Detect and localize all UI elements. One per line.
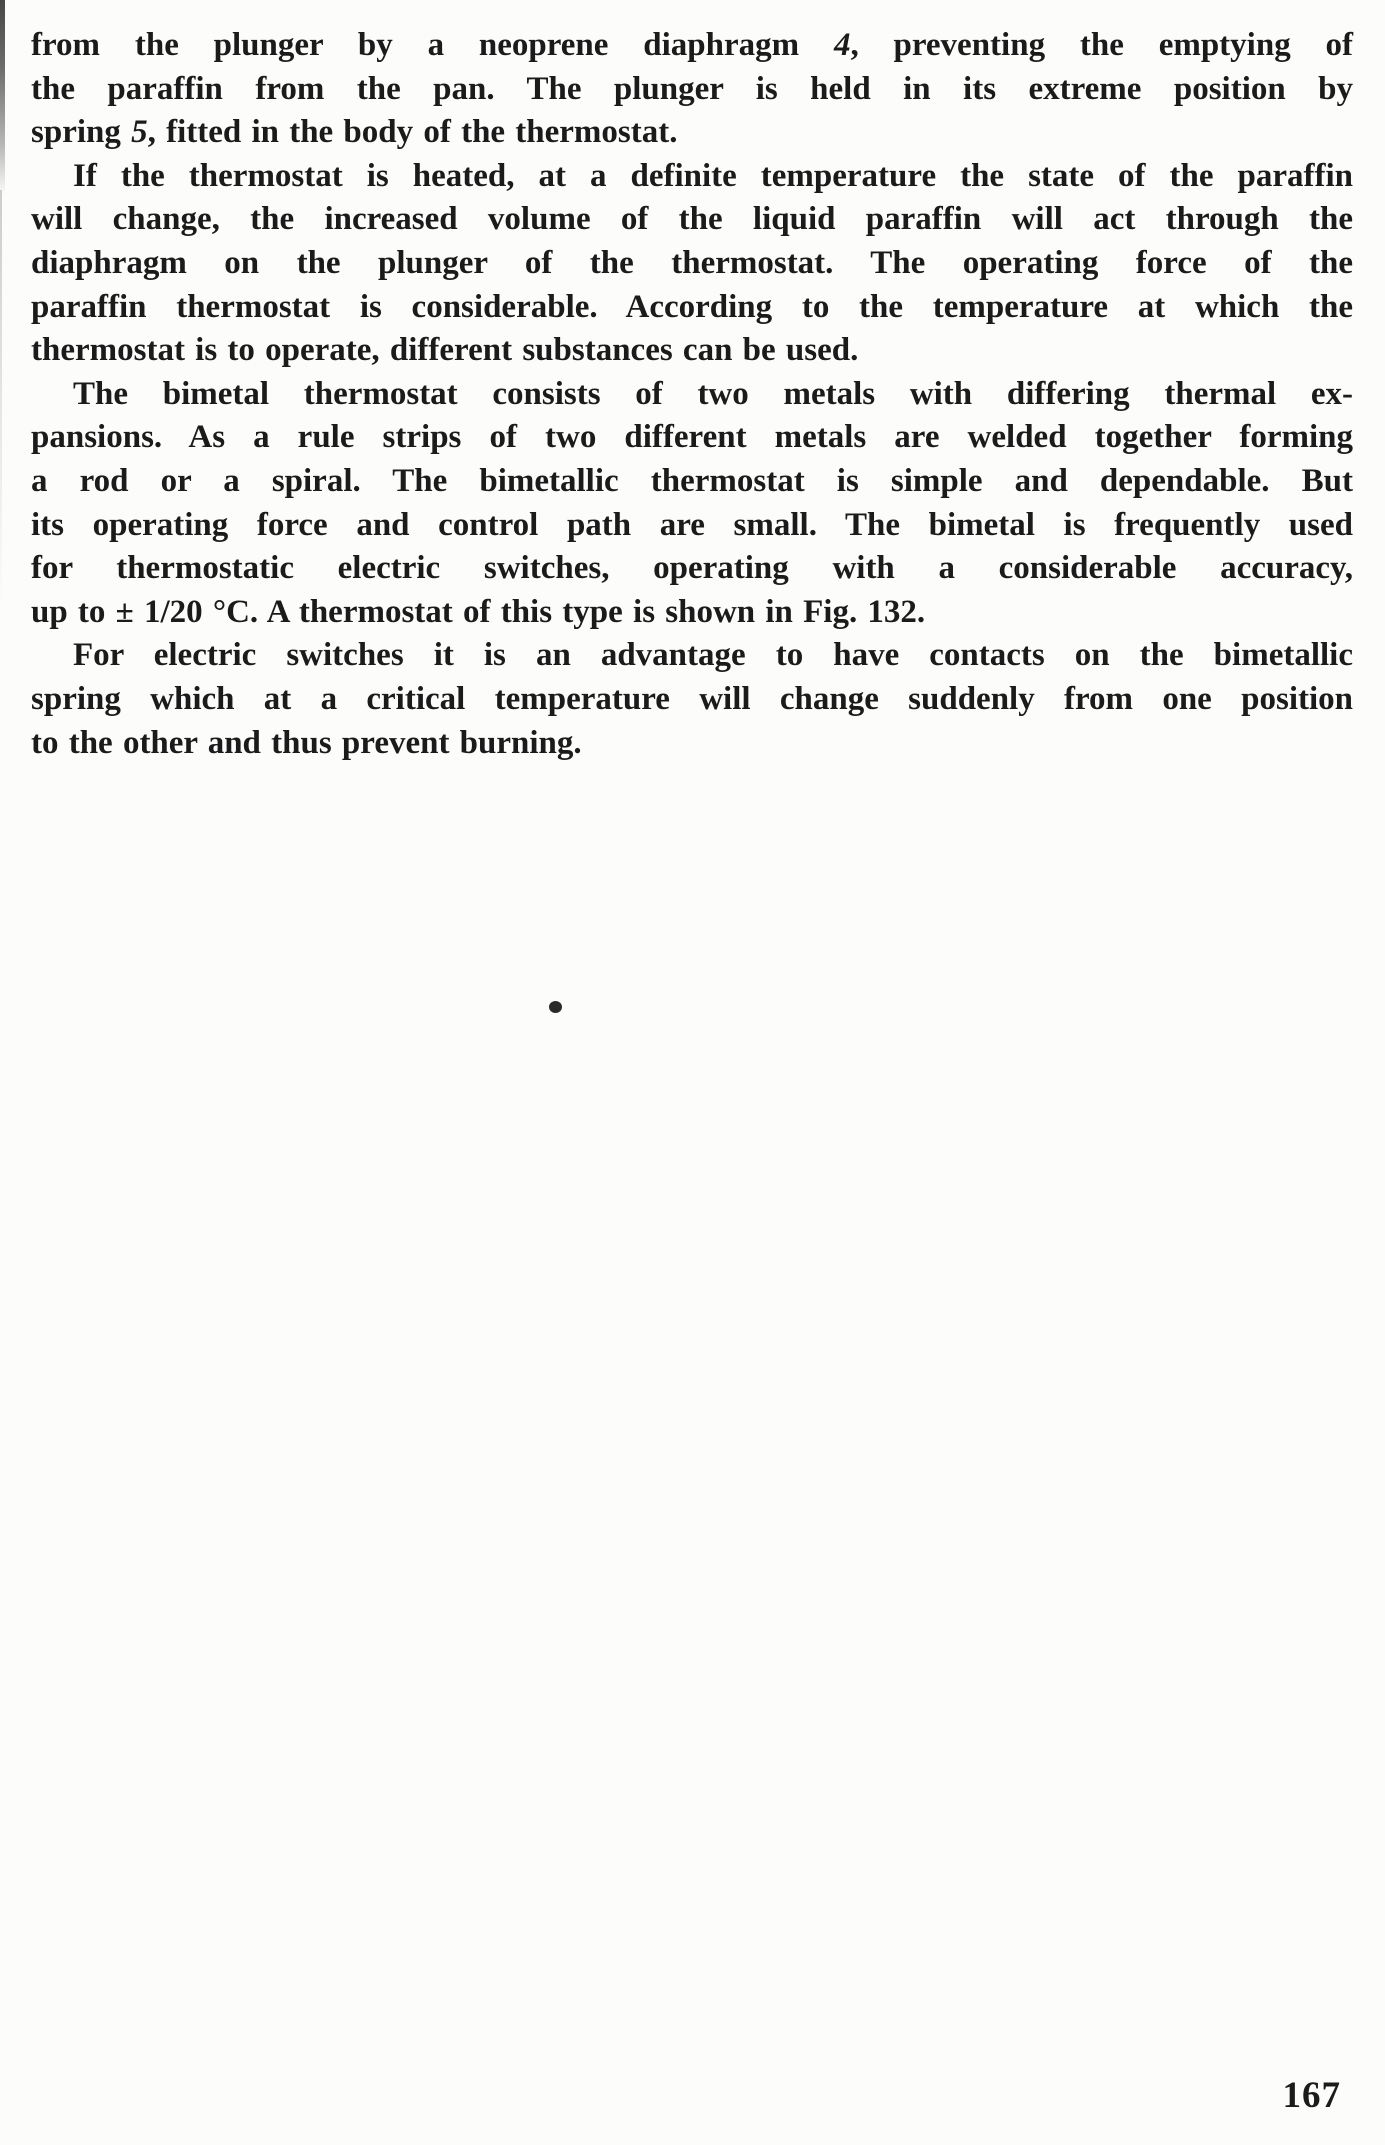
text-line (31, 286, 1353, 330)
text-segment: will change, the increased volume of the liquid paraffin will act through the (31, 201, 1353, 238)
text-segment: to the other and thus prevent burning. (31, 724, 582, 761)
text-line (31, 329, 1353, 373)
text-segment: up to ± 1/20 °C. A thermostat of this type is shown in Fig. 132. (31, 593, 926, 630)
paragraph (31, 24, 1353, 155)
italic-text-segment: 5 (131, 114, 148, 151)
text-segment: paraffin thermostat is considerable. According to the temperature at which the (31, 288, 1353, 325)
scan-edge-artifact (0, 0, 5, 195)
paragraph (31, 155, 1353, 373)
text-line (31, 460, 1353, 504)
italic-text-segment: 4 (833, 27, 851, 63)
text-segment: from the plunger by a neoprene diaphragm (31, 27, 834, 63)
text-segment: , preventing the emptying of (850, 27, 1353, 63)
text-line (31, 504, 1353, 548)
text-line (31, 68, 1353, 112)
paragraph (31, 373, 1353, 635)
text-line (31, 678, 1353, 722)
text-line (31, 416, 1353, 460)
text-segment: The bimetal thermostat consists of two metals with differing thermal ex- (73, 375, 1353, 412)
text-line (31, 722, 1353, 766)
text-segment: spring (31, 114, 132, 151)
text-line (31, 591, 1353, 635)
text-segment: its operating force and control path are small. The bimetal is frequently used (31, 506, 1353, 543)
text-segment: , fitted in the body of the thermostat. (147, 114, 678, 151)
text-block (31, 24, 1353, 765)
text-segment: the paraffin from the pan. The plunger is held in its extreme position by (31, 70, 1353, 107)
paragraph (31, 634, 1353, 765)
page-number: 167 (1282, 2075, 1341, 2116)
text-line (31, 198, 1353, 242)
scan-edge-artifact-faint (0, 190, 2, 610)
text-segment: If the thermostat is heated, at a definite temperature the state of the paraffin (73, 157, 1353, 194)
text-line (31, 547, 1353, 591)
text-line (31, 24, 1353, 68)
text-segment: spring which at a critical temperature will change suddenly from one position (31, 680, 1353, 717)
text-segment: for thermostatic electric switches, operating with a considerable accuracy, (31, 550, 1353, 587)
text-segment: pansions. As a rule strips of two different metals are welded together forming (31, 419, 1353, 456)
text-line (31, 242, 1353, 286)
text-line (31, 155, 1353, 199)
text-segment: For electric switches it is an advantage to have contacts on the bimetallic (73, 637, 1353, 674)
text-line (31, 373, 1353, 417)
text-line (31, 111, 1353, 155)
text-line (31, 634, 1353, 678)
text-segment: a rod or a spiral. The bimetallic thermostat is simple and dependable. But (31, 462, 1353, 499)
text-segment: thermostat is to operate, different substances can be used. (31, 332, 859, 369)
ink-speck (549, 1001, 562, 1013)
text-segment: diaphragm on the plunger of the thermostat. The operating force of the (31, 244, 1353, 281)
